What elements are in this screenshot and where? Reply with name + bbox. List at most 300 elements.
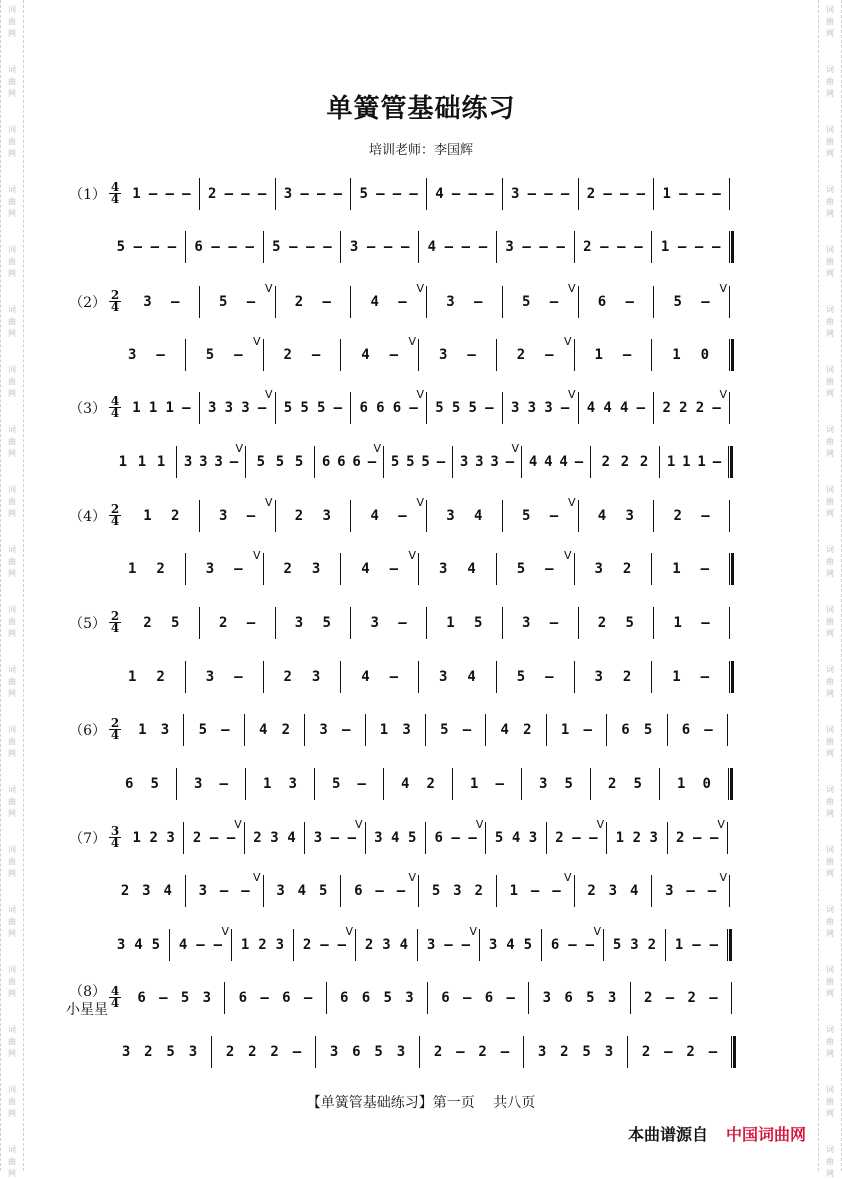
note: – <box>260 990 269 1006</box>
watermark-glyph: 网 <box>8 269 16 278</box>
measure <box>668 820 727 856</box>
note: 5 <box>522 294 531 310</box>
note: – <box>694 239 704 255</box>
note: – <box>500 1044 510 1060</box>
watermark-glyph: 词 <box>8 1085 16 1094</box>
note: 4 <box>435 186 444 202</box>
watermark-glyph: 曲 <box>8 617 16 626</box>
note: 2 <box>171 508 180 524</box>
note: – <box>246 615 256 631</box>
note: 3 <box>446 508 455 524</box>
watermark-glyph: 网 <box>826 689 834 698</box>
note: 5 <box>612 937 622 953</box>
note: 5 <box>523 937 533 953</box>
note: 1 <box>379 722 389 738</box>
measure <box>246 444 314 480</box>
measure <box>245 820 304 856</box>
staff-line <box>108 229 734 265</box>
note: – <box>545 669 554 685</box>
barline <box>729 875 730 907</box>
note: 4 <box>467 561 476 577</box>
exercise-number: （1） <box>69 187 106 203</box>
measure <box>652 873 729 909</box>
note: 3 <box>270 830 279 846</box>
measure <box>276 605 351 641</box>
note: 5 <box>359 186 368 202</box>
note: 3 <box>374 830 383 846</box>
note: 3 <box>329 1044 339 1060</box>
measure <box>428 980 528 1016</box>
note: 5 <box>407 830 417 846</box>
breath-mark: V <box>416 496 424 509</box>
watermark-glyph: 曲 <box>826 977 834 986</box>
note: – <box>209 830 219 846</box>
note: – <box>505 454 515 470</box>
breath-mark: V <box>252 335 261 348</box>
note: 0 <box>700 347 710 363</box>
breath-mark: V <box>511 442 519 455</box>
measure <box>497 337 574 373</box>
note: 6 <box>282 990 291 1006</box>
measure <box>108 1034 211 1070</box>
note: 5 <box>643 722 653 738</box>
note: 4 <box>258 722 268 738</box>
note: 4 <box>391 830 400 846</box>
note: – <box>133 239 143 255</box>
watermark-glyph: 词 <box>826 545 834 554</box>
note: 2 <box>647 937 657 953</box>
barline <box>729 286 730 318</box>
watermark-glyph: 曲 <box>826 437 834 446</box>
watermark-glyph: 词 <box>826 245 834 254</box>
watermark-glyph: 词 <box>826 845 834 854</box>
note: 3 <box>426 937 436 953</box>
watermark-glyph: 网 <box>826 29 834 38</box>
time-signature-bottom: 4 <box>110 300 120 314</box>
note: 2 <box>219 615 228 631</box>
note: – <box>196 937 205 953</box>
note: – <box>556 239 565 255</box>
note: – <box>679 186 688 202</box>
measure <box>225 980 325 1016</box>
watermark-glyph: 网 <box>826 1169 834 1178</box>
note: 5 <box>283 400 293 416</box>
note: 2 <box>433 1044 443 1060</box>
staff-line <box>108 927 732 963</box>
note: – <box>398 615 407 631</box>
breath-mark: V <box>567 388 576 401</box>
note: – <box>375 883 384 899</box>
note: – <box>461 937 471 953</box>
note: – <box>376 186 385 202</box>
note: – <box>330 830 340 846</box>
note: 3 <box>604 1044 614 1060</box>
watermark-glyph: 词 <box>826 665 834 674</box>
note: 3 <box>594 561 603 577</box>
note: 6 <box>238 990 248 1006</box>
note: 4 <box>511 830 521 846</box>
measure <box>124 712 183 748</box>
breath-mark: V <box>264 388 273 401</box>
measure <box>200 605 275 641</box>
note: – <box>226 830 236 846</box>
watermark-glyph: 词 <box>8 365 16 374</box>
note: 3 <box>475 454 484 470</box>
breath-mark: V <box>408 871 416 884</box>
note: 3 <box>649 830 658 846</box>
note: – <box>316 186 326 202</box>
note: 4 <box>163 883 172 899</box>
note: – <box>522 239 531 255</box>
watermark-glyph: 网 <box>8 689 16 698</box>
watermark-glyph: 曲 <box>826 557 834 566</box>
note: 3 <box>438 669 448 685</box>
measure <box>246 766 314 802</box>
note: 3 <box>459 454 469 470</box>
time-signature <box>106 182 124 205</box>
measure <box>497 659 574 695</box>
note: 6 <box>597 294 607 310</box>
note: 3 <box>539 776 548 792</box>
note: 0 <box>702 776 711 792</box>
note: 1 <box>263 776 272 792</box>
watermark-glyph: 网 <box>8 1049 16 1058</box>
note: 5 <box>522 508 531 524</box>
note: – <box>692 830 702 846</box>
measure <box>503 176 578 212</box>
note: 4 <box>544 454 553 470</box>
measure <box>604 927 665 963</box>
watermark-glyph: 词 <box>826 1085 834 1094</box>
note: 5 <box>586 990 595 1006</box>
measure <box>316 1034 419 1070</box>
note: – <box>572 830 581 846</box>
note: 3 <box>370 615 379 631</box>
note: 2 <box>632 830 642 846</box>
watermark-glyph: 词 <box>8 245 16 254</box>
watermark-glyph: 词 <box>8 665 16 674</box>
barline <box>729 607 730 639</box>
measure <box>652 551 729 587</box>
note: – <box>568 937 577 953</box>
note: – <box>527 186 536 202</box>
note: 3 <box>542 990 552 1006</box>
note: 5 <box>150 776 159 792</box>
note: – <box>234 347 243 363</box>
measure <box>108 927 169 963</box>
watermark-glyph: 词 <box>826 1025 834 1034</box>
measure <box>276 176 351 212</box>
watermark-glyph: 词 <box>8 65 16 74</box>
exercise-number: （3） <box>69 401 106 417</box>
note: 2 <box>281 722 290 738</box>
note: – <box>289 239 298 255</box>
watermark-glyph: 词 <box>826 305 834 314</box>
note: 4 <box>134 937 143 953</box>
watermark-glyph: 词 <box>826 425 834 434</box>
watermark-glyph: 词 <box>8 905 16 914</box>
breath-mark: V <box>563 335 572 348</box>
note: 1 <box>672 669 681 685</box>
measure <box>497 229 574 265</box>
time-signature-top: 4 <box>110 984 120 998</box>
measure <box>305 820 364 856</box>
note: – <box>468 186 477 202</box>
note: – <box>444 937 453 953</box>
watermark-glyph: 网 <box>826 929 834 938</box>
final-barline <box>729 339 734 371</box>
note: 1 <box>509 883 519 899</box>
note: – <box>619 186 629 202</box>
time-signature <box>106 986 124 1009</box>
note: 5 <box>564 776 573 792</box>
note: – <box>495 776 504 792</box>
note: – <box>229 454 239 470</box>
note: 5 <box>383 990 392 1006</box>
measure <box>575 551 652 587</box>
note: – <box>357 776 366 792</box>
exercise-number: （5） <box>69 616 106 632</box>
note: 6 <box>376 400 385 416</box>
measure <box>427 284 502 320</box>
watermark-glyph: 网 <box>8 809 16 818</box>
measure <box>660 444 728 480</box>
note: 5 <box>272 239 281 255</box>
breath-mark: V <box>355 818 363 831</box>
note: – <box>625 294 634 310</box>
measure <box>384 766 452 802</box>
time-signature-top: 2 <box>110 288 120 302</box>
note: 6 <box>352 1044 361 1060</box>
time-signature <box>106 396 124 419</box>
measure <box>315 766 383 802</box>
note: 3 <box>241 400 250 416</box>
watermark-glyph: 词 <box>826 605 834 614</box>
note: – <box>700 561 710 577</box>
note: 4 <box>506 937 515 953</box>
measure <box>124 498 199 534</box>
note: 5 <box>198 722 207 738</box>
watermark-glyph: 网 <box>8 509 16 518</box>
measure <box>184 820 243 856</box>
measure <box>341 337 418 373</box>
measure <box>480 927 541 963</box>
measure <box>366 712 425 748</box>
note: – <box>333 400 342 416</box>
note: – <box>292 1044 302 1060</box>
note: 2 <box>608 776 617 792</box>
watermark-glyph: 曲 <box>8 797 16 806</box>
breath-mark: V <box>234 818 242 831</box>
note: – <box>474 294 483 310</box>
watermark-glyph: 曲 <box>826 257 834 266</box>
note: – <box>389 669 399 685</box>
watermark-glyph: 曲 <box>826 737 834 746</box>
measure <box>660 766 728 802</box>
watermark-glyph: 曲 <box>826 137 834 146</box>
note: 2 <box>144 1044 153 1060</box>
note: 2 <box>156 669 165 685</box>
measure <box>547 820 606 856</box>
watermark-glyph: 曲 <box>826 857 834 866</box>
note: 4 <box>559 454 568 470</box>
note: 2 <box>248 1044 257 1060</box>
note: 3 <box>402 722 411 738</box>
watermark-glyph: 词 <box>826 185 834 194</box>
note: – <box>333 186 342 202</box>
measure <box>264 873 341 909</box>
measure <box>264 659 341 695</box>
note: 3 <box>527 400 536 416</box>
measure <box>542 927 603 963</box>
note: – <box>246 508 256 524</box>
measure <box>486 712 545 748</box>
note: 1 <box>156 454 166 470</box>
watermark-glyph: 曲 <box>826 197 834 206</box>
note: 2 <box>156 561 165 577</box>
measure <box>503 605 578 641</box>
note: 6 <box>359 400 368 416</box>
staff-line <box>108 766 733 802</box>
note: 1 <box>143 508 152 524</box>
watermark-glyph: 网 <box>826 329 834 338</box>
measure <box>184 712 243 748</box>
note: 5 <box>318 883 328 899</box>
note: 1 <box>673 615 682 631</box>
measure <box>366 820 425 856</box>
note: – <box>213 937 223 953</box>
note: 3 <box>505 239 514 255</box>
watermark-glyph: 网 <box>8 1169 16 1178</box>
time-signature <box>106 611 124 634</box>
measure <box>186 659 263 695</box>
final-barline <box>729 553 734 585</box>
note: 4 <box>361 561 370 577</box>
note: – <box>451 830 460 846</box>
watermark-glyph: 网 <box>8 329 16 338</box>
measure <box>668 712 727 748</box>
measure <box>419 659 496 695</box>
note: 3 <box>205 561 215 577</box>
note: 5 <box>116 239 126 255</box>
note: 3 <box>438 347 448 363</box>
note: 3 <box>214 454 223 470</box>
note: – <box>664 1044 673 1060</box>
note: 5 <box>332 776 341 792</box>
measure <box>200 176 275 212</box>
measure <box>503 498 578 534</box>
note: 2 <box>426 776 435 792</box>
watermark-glyph: 词 <box>8 1025 16 1034</box>
note: 5 <box>256 454 266 470</box>
note: – <box>709 830 719 846</box>
measure <box>427 176 502 212</box>
note: 3 <box>522 615 531 631</box>
measure <box>654 390 729 426</box>
note: 2 <box>686 1044 695 1060</box>
note: – <box>485 186 494 202</box>
note: 1 <box>165 400 174 416</box>
measure <box>341 229 418 265</box>
note: 2 <box>673 508 682 524</box>
note: 6 <box>321 454 331 470</box>
note: – <box>167 239 177 255</box>
breath-mark: V <box>719 388 727 401</box>
measure <box>547 712 606 748</box>
note: 3 <box>202 990 211 1006</box>
note: 2 <box>364 937 374 953</box>
barline <box>731 982 732 1014</box>
note: 5 <box>406 454 415 470</box>
note: – <box>549 615 559 631</box>
watermark-glyph: 网 <box>8 29 16 38</box>
watermark-glyph: 词 <box>8 305 16 314</box>
note: 2 <box>294 508 304 524</box>
note: 2 <box>639 454 649 470</box>
watermark-glyph: 网 <box>8 449 16 458</box>
watermark-glyph: 网 <box>8 749 16 758</box>
note: 2 <box>478 1044 487 1060</box>
watermark-glyph: 曲 <box>8 137 16 146</box>
measure <box>294 927 355 963</box>
watermark-glyph: 网 <box>826 209 834 218</box>
note: 1 <box>615 830 625 846</box>
measure <box>575 873 652 909</box>
staff-line <box>124 712 728 748</box>
watermark-glyph: 曲 <box>826 77 834 86</box>
staff-line <box>124 390 730 426</box>
measure <box>524 1034 627 1070</box>
watermark-glyph: 词 <box>8 845 16 854</box>
note: – <box>241 883 250 899</box>
note: 4 <box>603 400 612 416</box>
note: 5 <box>374 1044 383 1060</box>
note: – <box>461 239 471 255</box>
note: – <box>560 400 570 416</box>
note: 1 <box>127 669 137 685</box>
note: – <box>600 239 609 255</box>
watermark-glyph: 曲 <box>826 17 834 26</box>
note: 3 <box>219 508 228 524</box>
watermark-glyph: 网 <box>826 389 834 398</box>
breath-mark: V <box>221 925 229 938</box>
note: – <box>409 186 418 202</box>
note: – <box>444 239 454 255</box>
breath-mark: V <box>373 442 381 455</box>
measure <box>212 1034 315 1070</box>
score-title: 单簧管基础练习 <box>326 94 516 124</box>
note: 1 <box>560 722 570 738</box>
measure <box>276 390 351 426</box>
time-signature-bottom: 4 <box>110 192 120 206</box>
watermark-glyph: 曲 <box>8 77 16 86</box>
note: 2 <box>120 883 130 899</box>
note: – <box>574 454 584 470</box>
note: – <box>603 186 612 202</box>
note: 3 <box>198 883 208 899</box>
note: 4 <box>361 347 370 363</box>
left-watermark-column <box>0 0 24 1178</box>
note: 2 <box>283 669 292 685</box>
note: 3 <box>490 454 499 470</box>
note: 3 <box>294 615 304 631</box>
note: – <box>468 830 477 846</box>
note: 2 <box>253 830 262 846</box>
note: 3 <box>205 669 215 685</box>
note: 2 <box>586 186 596 202</box>
note: – <box>636 400 645 416</box>
watermark-glyph: 曲 <box>8 677 16 686</box>
